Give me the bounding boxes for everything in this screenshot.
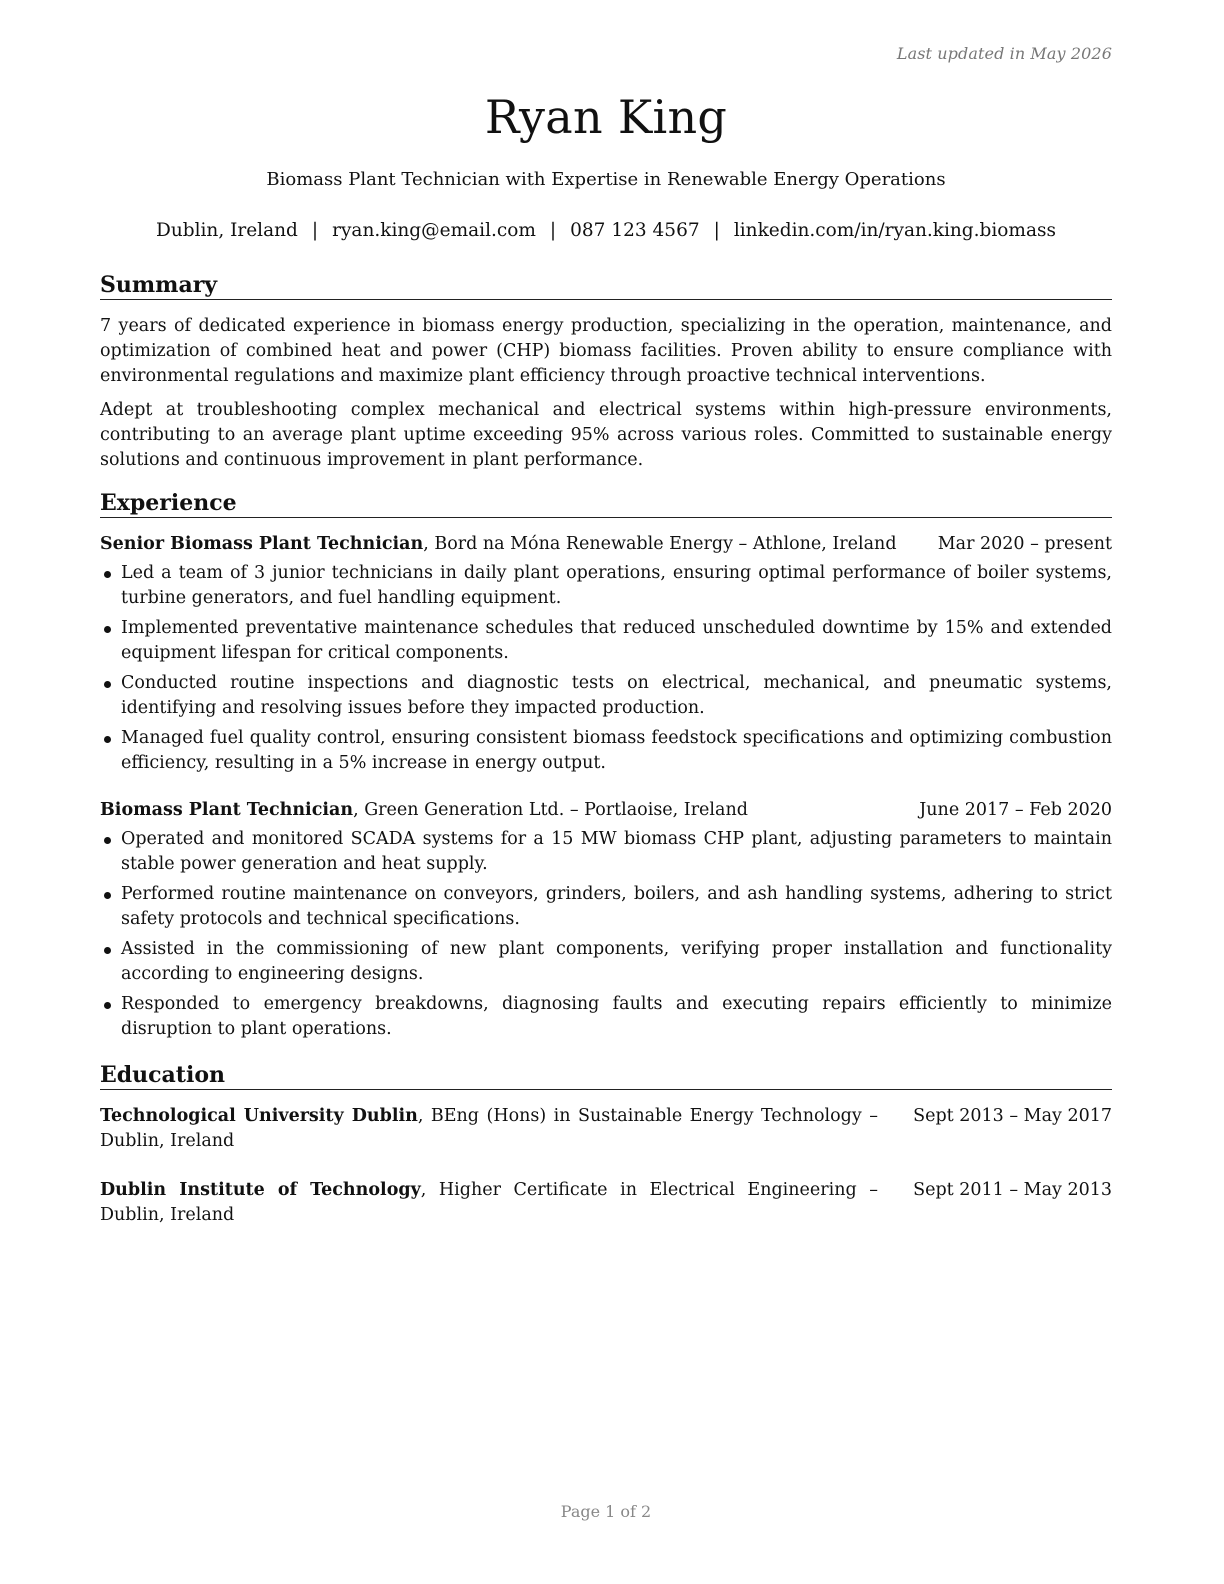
job-bullet-text: Managed fuel quality control, ensuring consistent biomass feedstock specifications and optimizing combustion efficiency, resulting in a 5% increase in energy output. bbox=[121, 728, 1112, 773]
contact-separator: | bbox=[549, 220, 557, 241]
education-dates: Sept 2013 – May 2017 bbox=[913, 1106, 1112, 1126]
bullet-dot-icon bbox=[104, 1002, 111, 1009]
education-text bbox=[100, 1104, 878, 1154]
bullet-dot-icon bbox=[104, 571, 111, 578]
job-bullet bbox=[100, 992, 1112, 1042]
job-header bbox=[100, 798, 1112, 823]
job-bullet-text: Responded to emergency breakdowns, diagnosing faults and executing repairs efficiently to minimize disruption to plant operations. bbox=[121, 994, 1112, 1039]
bullet-dot-icon bbox=[104, 892, 111, 899]
contact-line bbox=[100, 219, 1112, 243]
education-section bbox=[100, 1062, 1112, 1252]
job-title: Senior Biomass Plant Technician bbox=[100, 534, 424, 554]
job-entry bbox=[100, 798, 1112, 1042]
contact-separator: | bbox=[311, 220, 319, 241]
job-entry bbox=[100, 532, 1112, 776]
job-title-line bbox=[100, 532, 897, 557]
job-bullet bbox=[100, 726, 1112, 776]
contact-linkedin-link[interactable]: linkedin.com/in/ryan.king.biomass bbox=[733, 220, 1056, 241]
job-dates: Mar 2020 – present bbox=[937, 534, 1112, 554]
experience-heading: Experience bbox=[100, 490, 1112, 518]
job-bullet-text: Operated and monitored SCADA systems for a 15 MW biomass CHP plant, adjusting parameters to maintain stable power generation and heat supply. bbox=[121, 829, 1112, 874]
education-heading: Education bbox=[100, 1062, 1112, 1090]
job-bullet-text: Implemented preventative maintenance schedules that reduced unscheduled downtime by 15% and extended equipment lifespan for critical components. bbox=[121, 618, 1112, 663]
contact-location: Dublin, Ireland bbox=[155, 220, 298, 241]
summary-paragraph: 7 years of dedicated experience in biomass energy production, specializing in the operation, maintenance, and optimization of combined heat and power (CHP) biomass facilities. Proven ability to ensure compliance with environmental regulations and maximize plant efficiency through proactive technical interventions. bbox=[100, 316, 1112, 386]
job-company: , Green Generation Ltd. – Portlaoise, Ireland bbox=[353, 800, 748, 820]
education-header bbox=[100, 1104, 1112, 1154]
candidate-tagline: Biomass Plant Technician with Expertise in Renewable Energy Operations bbox=[266, 169, 946, 190]
education-detail: , Higher Certificate in Electrical Engineering – Dublin, Ireland bbox=[100, 1180, 878, 1225]
education-text bbox=[100, 1178, 878, 1228]
bullet-dot-icon bbox=[104, 681, 111, 688]
summary-heading: Summary bbox=[100, 272, 1112, 300]
job-header bbox=[100, 532, 1112, 557]
bullet-dot-icon bbox=[104, 947, 111, 954]
job-bullet-text: Performed routine maintenance on conveyors, grinders, boilers, and ash handling systems, adhering to strict safety protocols and technical specifications. bbox=[121, 884, 1112, 929]
education-detail: , BEng (Hons) in Sustainable Energy Technology – Dublin, Ireland bbox=[100, 1106, 878, 1151]
contact-email-link[interactable]: ryan.king@email.com bbox=[332, 220, 536, 241]
job-bullets bbox=[100, 827, 1112, 1042]
summary-paragraph: Adept at troubleshooting complex mechanical and electrical systems within high-pressure environments, contributing to an average plant uptime exceeding 95% across various roles. Committed to sustainable energy solutions and continuous improvement in plant performance. bbox=[100, 400, 1112, 470]
education-dates: Sept 2011 – May 2013 bbox=[913, 1180, 1112, 1200]
contact-separator: | bbox=[713, 220, 720, 241]
job-title-line bbox=[100, 798, 748, 823]
contact-phone: 087 123 4567 bbox=[570, 220, 700, 241]
last-updated-note: Last updated in May 2026 bbox=[896, 44, 1112, 63]
summary-section bbox=[100, 272, 1112, 482]
page-number: Page 1 of 2 bbox=[560, 1502, 652, 1521]
education-entry bbox=[100, 1104, 1112, 1154]
job-bullet bbox=[100, 671, 1112, 721]
job-bullet-text: Led a team of 3 junior technicians in daily plant operations, ensuring optimal performance of boiler systems, turbine generators, and fuel handling equipment. bbox=[121, 563, 1112, 608]
job-bullet-text: Assisted in the commissioning of new plant components, verifying proper installation and functionality according to engineering designs. bbox=[121, 939, 1112, 984]
education-institution: Dublin Institute of Technology bbox=[100, 1180, 421, 1200]
job-company: , Bord na Móna Renewable Energy – Athlone, Ireland bbox=[423, 534, 897, 554]
job-bullets bbox=[100, 561, 1112, 776]
bullet-dot-icon bbox=[104, 626, 111, 633]
job-bullet bbox=[100, 616, 1112, 666]
education-institution: Technological University Dublin bbox=[100, 1106, 418, 1126]
experience-section bbox=[100, 490, 1112, 1064]
bullet-dot-icon bbox=[104, 837, 111, 844]
job-title: Biomass Plant Technician bbox=[100, 800, 354, 820]
job-bullet bbox=[100, 937, 1112, 987]
job-bullet-text: Conducted routine inspections and diagnostic tests on electrical, mechanical, and pneumatic systems, identifying and resolving issues before they impacted production. bbox=[121, 673, 1112, 718]
candidate-name: Ryan King bbox=[484, 90, 728, 144]
bullet-dot-icon bbox=[104, 736, 111, 743]
resume-page bbox=[100, 0, 1112, 1584]
education-header bbox=[100, 1178, 1112, 1228]
education-entry bbox=[100, 1178, 1112, 1228]
job-dates: June 2017 – Feb 2020 bbox=[919, 800, 1112, 820]
job-bullet bbox=[100, 561, 1112, 611]
job-bullet bbox=[100, 827, 1112, 877]
job-bullet bbox=[100, 882, 1112, 932]
